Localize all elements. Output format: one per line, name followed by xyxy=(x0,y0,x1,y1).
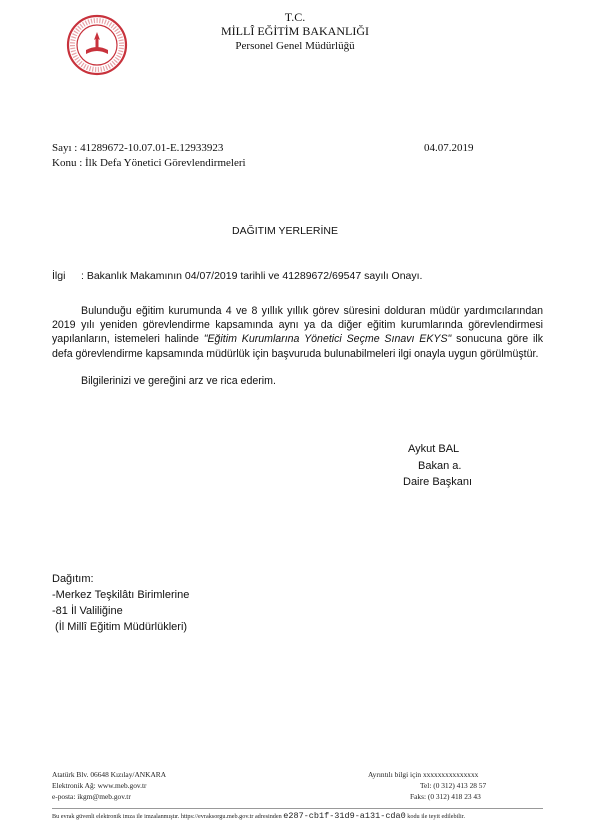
body-text-a: Bulunduğu eğitim kurumunda 4 ve 8 yıllık yıllık görev süresini dolduran müdür yardımcılarından 2019 yılı yeniden görevlendirme kapsamında aynı ya da diğer eğitim kurumlarında görevlendirmesi yapılanların, istemeleri halinde xyxy=(52,305,543,346)
body-text-b: sonucuna göre ilk defa görevlendirme kapsamında müdürlük için başvuruda bulunabilmeleri ilgi onayla uygun görülmüştür. xyxy=(52,333,543,360)
footer-fax: Faks: (0 312) 418 23 43 xyxy=(410,792,481,801)
body-paragraph xyxy=(52,304,543,361)
e-signature-text: Bu evrak güvenli elektronik imza ile imzalanmıştır. https://evraksorgu.meb.gov.tr adresinden xyxy=(52,813,284,820)
distribution-item: -Merkez Teşkilâtı Birimlerine xyxy=(52,589,190,601)
e-signature-suffix: kodu ile teyit edilebilir. xyxy=(405,813,466,820)
closing-sentence: Bilgilerinizi ve gereğini arz ve rica ederim. xyxy=(81,375,276,387)
signer-role-2: Daire Başkanı xyxy=(403,476,473,488)
document-number: Sayı : 41289672-10.07.01-E.12933923 xyxy=(52,142,224,154)
footer-info-contact: Ayrıntılı bilgi için xxxxxxxxxxxxxxx xyxy=(368,770,479,779)
ilgi-text: : Bakanlık Makamının 04/07/2019 tarihli ve 41289672/69547 sayılı Onayı. xyxy=(81,270,423,282)
verification-code: e287-cb1f-31d9-a131-cda0 xyxy=(283,811,406,821)
footer-website: Elektronik Ağ: www.meb.gov.tr xyxy=(52,781,147,790)
distribution-item: (İl Millî Eğitim Müdürlükleri) xyxy=(52,621,188,633)
footer-phone: Tel: (0 312) 413 28 57 xyxy=(420,781,487,790)
ministry-seal-logo xyxy=(66,14,128,76)
e-signature-notice xyxy=(52,811,543,821)
distribution-title: Dağıtım: xyxy=(52,573,94,585)
distribution-item: -81 İl Valiliğine xyxy=(52,605,123,617)
footer-email: e-posta: ikgm@meb.gov.tr xyxy=(52,792,131,801)
footer-divider xyxy=(52,808,543,809)
recipient-heading: DAĞITIM YERLERİNE xyxy=(232,225,338,237)
header-department: Personel Genel Müdürlüğü xyxy=(235,40,355,52)
footer-address: Atatürk Blv. 06648 Kızılay/ANKARA xyxy=(52,770,167,779)
ilgi-label: İlgi xyxy=(52,270,66,282)
document-date: 04.07.2019 xyxy=(424,142,474,154)
header-ministry: MİLLÎ EĞİTİM BAKANLIĞI xyxy=(221,24,369,38)
signer-role-1: Bakan a. xyxy=(418,460,462,472)
signer-name: Aykut BAL xyxy=(408,443,460,455)
header-tc: T.C. xyxy=(284,10,306,24)
body-text-italic: "Eğitim Kurumlarına Yönetici Seçme Sınavı EKYS" xyxy=(203,333,452,346)
document-subject: Konu : İlk Defa Yönetici Görevlendirmeleri xyxy=(52,157,246,169)
